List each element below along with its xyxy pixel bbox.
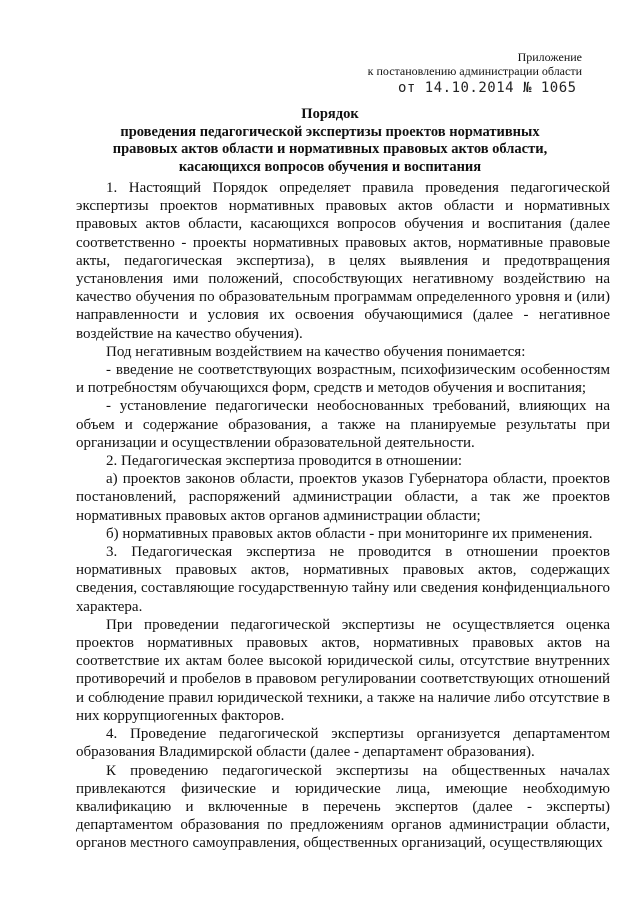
appendix-block	[368, 50, 582, 78]
paragraph-5: 2. Педагогическая экспертиза проводится в отношении:	[106, 453, 463, 470]
paragraph-3: - введение не соответствующих возрастным, психофизическим особенностям и потребностям обучающихся форм, средств и методов обучения и воспитания;	[76, 362, 610, 397]
paragraph-8: 3. Педагогическая экспертиза не проводится в отношении проектов нормативных правовых актов, нормативных правовых актов, содержащих сведения, составляющие государственную тайну или сведения конфиденциального характера.	[76, 544, 610, 615]
paragraph-11: К проведению педагогической экспертизы на общественных началах привлекаются физические и юридические лица, имеющие необходимую квалификацию и включенные в перечень экспертов (далее - эксперты) департаментом образования по предложениям органов администрации области, органов местного самоуправления, общественных организаций, осуществляющих	[76, 762, 610, 852]
paragraph-2: Под негативным воздействием на качество обучения понимается:	[106, 343, 526, 360]
title-line-4: касающихся вопросов обучения и воспитания	[178, 158, 482, 175]
appendix-label: Приложение	[517, 50, 582, 64]
date-number-stamp: от 14.10.2014 № 1065	[398, 80, 577, 96]
paragraph-6: а) проектов законов области, проектов указов Губернатора области, проектов постановлений, распоряжений администрации области, а так же проектов нормативных правовых актов органов администрации области;	[76, 471, 610, 524]
appendix-reference: к постановлению администрации области	[367, 64, 582, 78]
title-line-3: правовых актов области и нормативных правовых актов области,	[112, 141, 548, 157]
paragraph-10: 4. Проведение педагогической экспертизы организуется департаментом образования Владимирской области (далее - департамент образования).	[76, 726, 610, 761]
paragraph-7: б) нормативных правовых актов области - при мониторинге их применения.	[106, 525, 593, 542]
paragraph-9: При проведении педагогической экспертизы не осуществляется оценка проектов нормативных правовых актов, нормативных правовых актов на соответствие их актам более высокой юридической силы, отсутствие внутренних противоречий и пробелов в правовом регулировании соответствующих отношений и соблюдение правил юридической техники, а также на наличие либо отсутствие в них коррупциогенных факторов.	[76, 616, 610, 724]
paragraph-1: 1. Настоящий Порядок определяет правила проведения педагогической экспертизы проектов нормативных правовых актов области и нормативных правовых актов области, касающихся вопросов обучения и воспитания (далее соответственно - проекты нормативных правовых актов, нормативные правовые акты, педагогическая экспертиза), в целях выявления и предотвращения установления ими положений, способствующих негативному воздействию на качество обучения по образовательным программам определенного уровня и (или) направленности и условия их освоения обучающимися (далее - негативное воздействие на качество обучения).	[76, 180, 610, 342]
document-body	[76, 179, 610, 853]
title-line-2: проведения педагогической экспертизы проектов нормативных	[120, 123, 540, 140]
title-line-1: Порядок	[301, 106, 359, 122]
paragraph-4: - установление педагогически необоснованных требований, влияющих на объем и содержание образования, а также на планируемые результаты при организации и осуществлении образовательной деятельности.	[76, 398, 610, 451]
document-title	[80, 106, 580, 176]
